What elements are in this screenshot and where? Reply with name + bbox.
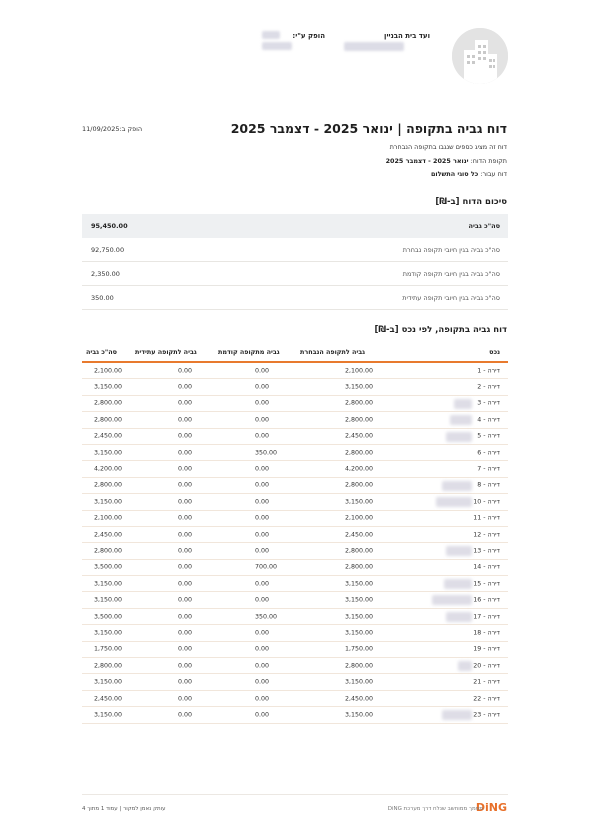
cell-selected-period: 3,150.00: [345, 629, 374, 637]
summary-title: סיכום הדוח [ב-₪]: [435, 197, 507, 207]
cell-selected-period: 2,800.00: [345, 662, 374, 670]
cell-future-period: 0.00: [178, 399, 193, 407]
table-row: [82, 543, 508, 559]
report-description: דוח זה מציג כספים שנגבו בתקופה הנבחרת: [389, 143, 507, 151]
header-selected-period: גביה לתקופה הנבחרת: [300, 348, 365, 356]
table-row: [82, 412, 508, 428]
cell-future-period: 0.00: [178, 596, 193, 604]
footer-divider: [82, 794, 508, 795]
issued-by-label: הופק ע"י:: [292, 32, 325, 40]
cell-selected-period: 2,100.00: [345, 514, 374, 522]
cell-total: 3,150.00: [94, 711, 123, 719]
cell-future-period: 0.00: [178, 481, 193, 489]
cell-selected-period: 2,450.00: [345, 432, 374, 440]
summary-row: [82, 262, 508, 286]
table-row: [82, 609, 508, 625]
summary-row: [82, 286, 508, 310]
cell-future-period: 0.00: [178, 367, 193, 375]
cell-previous-period: 0.00: [255, 678, 270, 686]
cell-selected-period: 3,150.00: [345, 678, 374, 686]
cell-previous-period: 0.00: [255, 645, 270, 653]
summary-label: סה"כ גביה בגין חיובי תקופה נבחרת: [402, 245, 500, 254]
header-previous-period: גביה מתקופה קודמת: [218, 348, 280, 356]
summary-value: 92,750.00: [91, 245, 125, 254]
redacted-owner-name: [442, 481, 472, 491]
cell-selected-period: 2,800.00: [345, 399, 374, 407]
cell-property: דירה - 22: [473, 695, 500, 702]
property-table: [82, 343, 508, 724]
table-row: [82, 642, 508, 658]
cell-previous-period: 0.00: [255, 383, 270, 391]
cell-property: דירה - 7: [477, 465, 500, 473]
building-icon: [452, 28, 508, 84]
cell-previous-period: 350.00: [255, 613, 278, 621]
table-row: [82, 592, 508, 608]
cell-future-period: 0.00: [178, 514, 193, 522]
report-title: דוח גביה בתקופה | ינואר 2025 - דצמבר 2025: [230, 121, 507, 136]
cell-future-period: 0.00: [178, 416, 193, 424]
cell-previous-period: 0.00: [255, 514, 270, 522]
issued-date: הופק ב:11/09/2025: [82, 125, 143, 133]
cell-selected-period: 2,800.00: [345, 449, 374, 457]
cell-previous-period: 0.00: [255, 695, 270, 702]
cell-total: 3,150.00: [94, 383, 123, 391]
report-scope-label: דוח עבור:: [480, 170, 507, 178]
table-row: [82, 511, 508, 527]
cell-property: דירה - 15: [473, 580, 500, 588]
table-row: [82, 691, 508, 707]
cell-total: 2,800.00: [94, 416, 123, 424]
cell-total: 4,200.00: [94, 465, 123, 473]
cell-selected-period: 3,150.00: [345, 498, 374, 506]
cell-selected-period: 2,800.00: [345, 481, 374, 489]
cell-future-period: 0.00: [178, 629, 193, 637]
cell-selected-period: 2,100.00: [345, 367, 374, 375]
cell-previous-period: 0.00: [255, 367, 270, 375]
cell-previous-period: 0.00: [255, 432, 270, 440]
cell-future-period: 0.00: [178, 695, 193, 702]
cell-total: 2,800.00: [94, 481, 123, 489]
cell-total: 2,450.00: [94, 695, 123, 702]
cell-total: 3,500.00: [94, 613, 123, 621]
header-future-period: גביה לתקופה עתידית: [135, 348, 197, 356]
table-row: [82, 674, 508, 690]
ding-logo: DiNG: [475, 801, 507, 814]
cell-property: דירה - 21: [473, 678, 500, 686]
cell-future-period: 0.00: [178, 531, 193, 539]
cell-future-period: 0.00: [178, 711, 193, 719]
summary-table: [82, 214, 508, 310]
cell-future-period: 0.00: [178, 580, 193, 588]
cell-property: דירה - 14: [473, 563, 500, 571]
cell-previous-period: 0.00: [255, 629, 270, 637]
summary-label: סה"כ גביה בגין חיובי תקופה קודמת: [402, 269, 500, 278]
summary-label: סה"כ גביה בגין חיובי תקופה עתידית: [402, 293, 500, 302]
cell-total: 2,100.00: [94, 367, 123, 375]
cell-property: דירה - 18: [473, 629, 500, 637]
cell-future-period: 0.00: [178, 465, 193, 473]
cell-previous-period: 0.00: [255, 580, 270, 588]
cell-previous-period: 350.00: [255, 449, 278, 457]
report-scope-value: כל סוגי התשלום: [430, 170, 479, 178]
redacted-owner-name: [446, 612, 472, 622]
cell-selected-period: 3,150.00: [345, 580, 374, 588]
redacted-owner-name: [446, 546, 472, 556]
cell-selected-period: 2,800.00: [345, 563, 374, 571]
report-period-label: תקופת הדוח:: [470, 157, 507, 165]
table-row: [82, 379, 508, 395]
table-row: [82, 576, 508, 592]
cell-previous-period: 0.00: [255, 596, 270, 604]
cell-total: 2,450.00: [94, 432, 123, 440]
table-row: [82, 658, 508, 674]
cell-total: 3,150.00: [94, 449, 123, 457]
cell-property: דירה - 5: [477, 432, 500, 440]
cell-property: דירה - 3: [477, 399, 500, 407]
summary-label: סה"כ גביה: [468, 222, 500, 230]
cell-previous-period: 0.00: [255, 416, 270, 424]
table-row: [82, 478, 508, 494]
committee-label: ועד בית הבניין: [384, 32, 430, 40]
header-property: נכס: [489, 348, 500, 356]
cell-total: 2,450.00: [94, 531, 123, 539]
table-row: [82, 445, 508, 461]
table-row: [82, 461, 508, 477]
cell-selected-period: 4,200.00: [345, 465, 374, 473]
redacted-owner-name: [446, 432, 472, 442]
redacted-owner-name: [450, 415, 472, 425]
table-row: [82, 363, 508, 379]
footer-text: מסמך ממוחשב שנלח דרך מערכת DiNG: [387, 806, 483, 812]
cell-future-period: 0.00: [178, 547, 193, 555]
cell-total: 3,150.00: [94, 678, 123, 686]
cell-property: דירה - 8: [477, 481, 500, 489]
cell-selected-period: 2,450.00: [345, 695, 374, 702]
cell-total: 2,100.00: [94, 514, 123, 522]
redacted-owner-name: [432, 595, 472, 605]
cell-selected-period: 3,150.00: [345, 596, 374, 604]
table-row: [82, 707, 508, 723]
cell-property: דירה - 11: [473, 514, 500, 522]
cell-property: דירה - 2: [477, 383, 500, 391]
cell-previous-period: 0.00: [255, 711, 270, 719]
issuer-name-redacted: [262, 31, 280, 39]
cell-total: 2,800.00: [94, 399, 123, 407]
cell-property: דירה - 12: [473, 531, 500, 539]
cell-future-period: 0.00: [178, 498, 193, 506]
cell-property: דירה - 6: [477, 449, 500, 457]
cell-property: דירה - 17: [473, 613, 500, 621]
summary-row: [82, 214, 508, 238]
cell-previous-period: 0.00: [255, 498, 270, 506]
cell-total: 3,150.00: [94, 498, 123, 506]
cell-total: 2,800.00: [94, 547, 123, 555]
cell-previous-period: 0.00: [255, 481, 270, 489]
header-total: סה"כ גביה: [86, 348, 117, 356]
table-body: [82, 363, 508, 724]
page-indicator: עותק נאמן למקור | עמוד 1 מתוך 4: [82, 806, 166, 812]
cell-property: דירה - 10: [473, 498, 500, 506]
property-table-title: דוח גביה בתקופה, לפי נכס [ב-₪]: [374, 325, 507, 335]
cell-future-period: 0.00: [178, 613, 193, 621]
cell-property: דירה - 4: [477, 416, 500, 424]
redacted-owner-name: [436, 497, 472, 507]
committee-name-redacted: [344, 42, 404, 51]
cell-future-period: 0.00: [178, 662, 193, 670]
summary-value: 2,350.00: [91, 269, 120, 278]
table-row: [82, 560, 508, 576]
table-row: [82, 396, 508, 412]
building-logo: [452, 28, 508, 84]
cell-total: 2,800.00: [94, 662, 123, 670]
summary-value: 95,450.00: [91, 222, 128, 230]
cell-selected-period: 3,150.00: [345, 711, 374, 719]
cell-total: 1,750.00: [94, 645, 123, 653]
report-period: [386, 157, 507, 165]
redacted-owner-name: [454, 399, 472, 409]
cell-selected-period: 2,800.00: [345, 547, 374, 555]
cell-property: דירה - 16: [473, 596, 500, 604]
cell-total: 3,150.00: [94, 580, 123, 588]
cell-previous-period: 0.00: [255, 399, 270, 407]
cell-previous-period: 0.00: [255, 465, 270, 473]
table-row: [82, 625, 508, 641]
cell-previous-period: 700.00: [255, 563, 278, 571]
cell-property: דירה - 19: [473, 645, 500, 653]
cell-previous-period: 0.00: [255, 531, 270, 539]
cell-selected-period: 3,150.00: [345, 383, 374, 391]
cell-previous-period: 0.00: [255, 662, 270, 670]
cell-property: דירה - 13: [473, 547, 500, 555]
summary-row: [82, 238, 508, 262]
cell-future-period: 0.00: [178, 383, 193, 391]
cell-property: דירה - 23: [473, 711, 500, 719]
redacted-owner-name: [458, 661, 472, 671]
cell-property: דירה - 1: [477, 367, 500, 375]
issuer-detail-redacted: [262, 42, 292, 50]
table-header-row: [82, 343, 508, 363]
table-row: [82, 429, 508, 445]
redacted-owner-name: [444, 579, 472, 589]
cell-total: 3,150.00: [94, 596, 123, 604]
cell-selected-period: 2,800.00: [345, 416, 374, 424]
report-scope: [431, 170, 507, 178]
cell-property: דירה - 20: [473, 662, 500, 670]
cell-selected-period: 1,750.00: [345, 645, 374, 653]
table-row: [82, 527, 508, 543]
cell-selected-period: 3,150.00: [345, 613, 374, 621]
table-row: [82, 494, 508, 510]
report-period-value: ינואר 2025 - דצמבר 2025: [385, 157, 469, 165]
summary-value: 350.00: [91, 293, 114, 302]
cell-previous-period: 0.00: [255, 547, 270, 555]
cell-total: 3,500.00: [94, 563, 123, 571]
redacted-owner-name: [442, 710, 472, 720]
cell-future-period: 0.00: [178, 449, 193, 457]
cell-total: 3,150.00: [94, 629, 123, 637]
cell-future-period: 0.00: [178, 645, 193, 653]
cell-selected-period: 2,450.00: [345, 531, 374, 539]
cell-future-period: 0.00: [178, 678, 193, 686]
cell-future-period: 0.00: [178, 432, 193, 440]
cell-future-period: 0.00: [178, 563, 193, 571]
